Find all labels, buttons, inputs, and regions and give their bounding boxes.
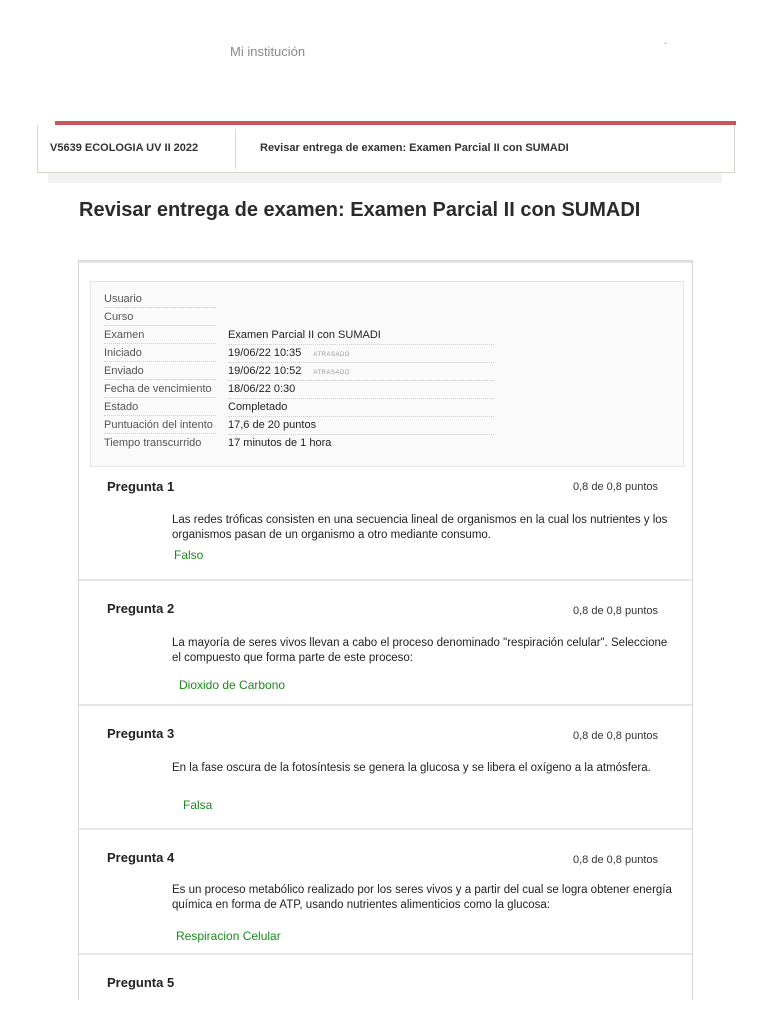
summary-value-text: 19/06/22 10:35 <box>228 347 302 359</box>
summary-row-enviado <box>104 362 494 380</box>
question-answer: Respiracion Celular <box>176 929 281 943</box>
institution-link[interactable]: Mi institución <box>230 44 306 59</box>
content-panel <box>78 260 693 1000</box>
breadcrumb <box>37 125 735 173</box>
summary-value <box>228 347 494 363</box>
question-title: Pregunta 5 <box>107 975 175 990</box>
page-margin <box>0 0 48 124</box>
summary-label: Enviado <box>104 365 216 380</box>
summary-label: Iniciado <box>104 347 216 362</box>
question-divider <box>79 579 692 581</box>
question-divider <box>79 704 692 706</box>
summary-value <box>228 293 494 309</box>
summary-label: Tiempo transcurrido <box>104 437 202 449</box>
summary-row-puntuacion <box>104 416 494 434</box>
summary-label: Usuario <box>104 293 216 308</box>
summary-label: Curso <box>104 311 216 326</box>
question-title: Pregunta 2 <box>107 601 175 616</box>
question-points: 0,8 de 0,8 puntos <box>572 854 658 866</box>
question-points: 0,8 de 0,8 puntos <box>572 730 658 742</box>
breadcrumb-shadow <box>48 173 722 183</box>
summary-row-iniciado <box>104 344 494 362</box>
summary-value <box>228 365 494 381</box>
question-points: 0,8 de 0,8 puntos <box>572 605 658 617</box>
question-answer: Falso <box>174 548 204 562</box>
summary-label: Puntuación del intento <box>104 419 216 434</box>
question-divider <box>79 828 692 830</box>
summary-value <box>228 311 494 327</box>
summary-value: Completado <box>228 401 494 417</box>
summary-row-examen <box>104 326 494 344</box>
breadcrumb-course-link[interactable]: V5639 ECOLOGIA UV II 2022 <box>50 142 199 154</box>
attempt-summary <box>90 281 684 467</box>
summary-value: 17,6 de 20 puntos <box>228 419 494 435</box>
summary-row-tiempo <box>104 434 494 452</box>
late-badge: ATRASADO <box>313 370 350 376</box>
summary-label: Estado <box>104 401 216 416</box>
question-title: Pregunta 1 <box>107 479 175 494</box>
question-answer: Dioxido de Carbono <box>179 678 286 692</box>
question-text: Las redes tróficas consisten en una secuencia lineal de organismos en la cual los nutrientes y los organismos pasan de un organismo a otro mediante consumo. <box>172 514 668 541</box>
summary-value: 18/06/22 0:30 <box>228 383 494 399</box>
header-dot: - <box>664 38 668 49</box>
question-points: 0,8 de 0,8 puntos <box>572 481 658 493</box>
summary-value: 17 minutos de 1 hora <box>228 437 332 449</box>
question-title: Pregunta 4 <box>107 850 175 865</box>
summary-row-curso <box>104 308 494 326</box>
question-text: Es un proceso metabólico realizado por los seres vivos y a partir del cual se logra obtener energía química en forma de ATP, usando nutrientes alimenticios como la glucosa: <box>172 884 672 911</box>
top-header <box>48 0 735 124</box>
summary-value: Examen Parcial II con SUMADI <box>228 329 494 345</box>
late-badge: ATRASADO <box>313 352 350 358</box>
question-divider <box>79 953 692 955</box>
summary-row-estado <box>104 398 494 416</box>
question-text: En la fase oscura de la fotosíntesis se genera la glucosa y se libera el oxígeno a la atmósfera. <box>172 762 651 774</box>
summary-row-usuario <box>104 290 494 308</box>
breadcrumb-current-page: Revisar entrega de examen: Examen Parcial II con SUMADI <box>260 142 569 154</box>
question-title: Pregunta 3 <box>107 726 175 741</box>
page-title: Revisar entrega de examen: Examen Parcial II con SUMADI <box>79 199 641 221</box>
question-text: La mayoría de seres vivos llevan a cabo el proceso denominado "respiración celular". Seleccione el compuesto que forma parte de este proceso: <box>172 637 668 664</box>
summary-label: Fecha de vencimiento <box>104 383 216 398</box>
summary-row-fecha-vencimiento <box>104 380 494 398</box>
breadcrumb-separator <box>235 129 236 169</box>
question-answer: Falsa <box>183 798 213 812</box>
summary-value-text: 19/06/22 10:52 <box>228 365 302 377</box>
summary-label: Examen <box>104 329 216 344</box>
